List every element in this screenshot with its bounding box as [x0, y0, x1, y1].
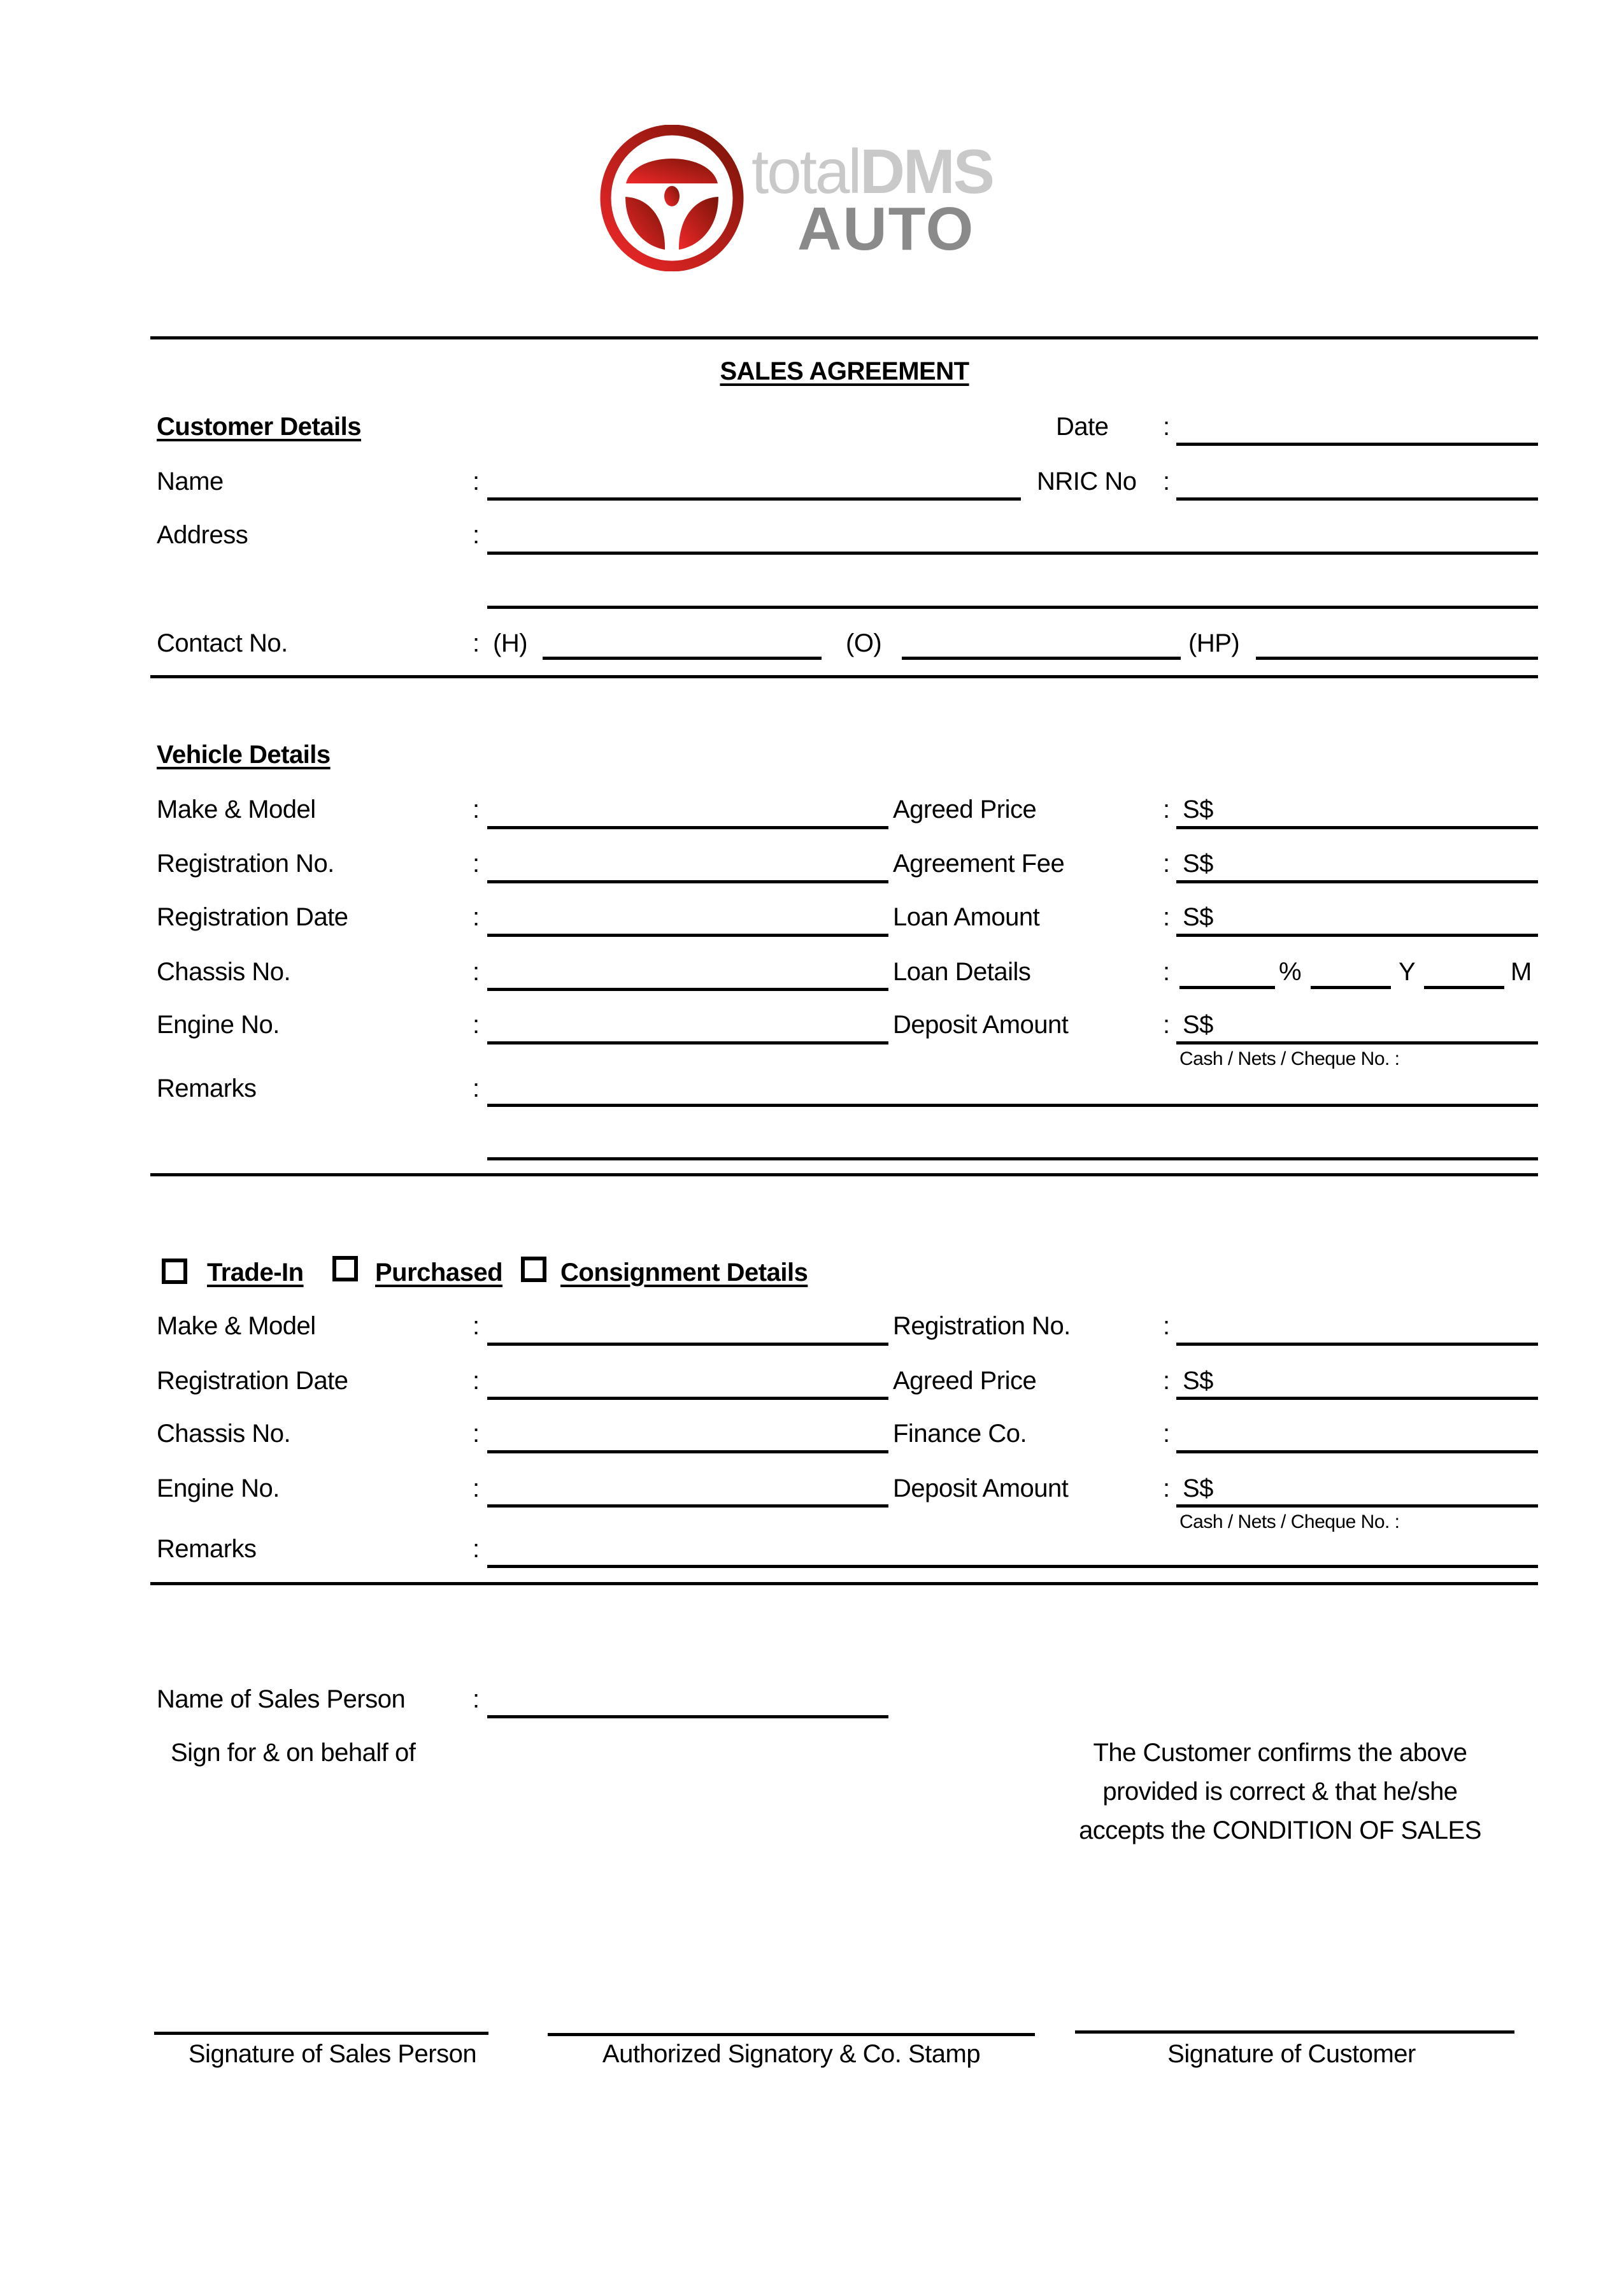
loan-details-label: Loan Details [893, 958, 1031, 986]
contact-office-field[interactable] [902, 657, 1181, 660]
sales-person-field[interactable] [487, 1715, 888, 1718]
colon: : [1163, 1011, 1170, 1039]
deposit-amount-label: Deposit Amount [893, 1011, 1069, 1039]
colon: : [473, 958, 480, 986]
sales-person-label: Name of Sales Person [157, 1685, 406, 1713]
colon: : [1163, 795, 1170, 824]
vehicle-chassis-no-label: Chassis No. [157, 958, 291, 986]
colon: : [473, 1420, 480, 1448]
colon: : [1163, 1420, 1170, 1448]
section-divider [150, 675, 1538, 678]
contact-home-label: (H) [493, 629, 528, 657]
tradein-chassis-no-label: Chassis No. [157, 1420, 291, 1448]
vehicle-engine-no-label: Engine No. [157, 1011, 280, 1039]
consignment-option-label: Consignment Details [560, 1259, 808, 1287]
address-colon: : [473, 521, 480, 549]
vehicle-registration-no-label: Registration No. [157, 850, 334, 878]
authorized-signatory-label: Authorized Signatory & Co. Stamp [602, 2040, 981, 2068]
vehicle-registration-no-field[interactable] [487, 880, 888, 883]
loan-amount-label: Loan Amount [893, 903, 1040, 931]
vehicle-registration-date-label: Registration Date [157, 903, 348, 931]
tradein-registration-date-field[interactable] [487, 1397, 888, 1400]
contact-label: Contact No. [157, 629, 288, 657]
tradein-deposit-amount-field[interactable] [1176, 1504, 1538, 1508]
tradein-engine-no-field[interactable] [487, 1504, 888, 1508]
address-label: Address [157, 521, 248, 549]
address-field-line1[interactable] [487, 552, 1538, 555]
vehicle-remarks-label: Remarks [157, 1074, 257, 1102]
loan-months-label: M [1511, 958, 1532, 986]
tradein-agreed-price-field[interactable] [1176, 1397, 1538, 1400]
payment-method-note: Cash / Nets / Cheque No. : [1179, 1511, 1400, 1532]
contact-home-field[interactable] [543, 657, 822, 660]
nric-field[interactable] [1176, 497, 1538, 501]
agreed-price-field[interactable] [1176, 826, 1538, 829]
logo-word-auto: AUTO [797, 195, 975, 263]
colon: : [473, 1535, 480, 1563]
tradein-remarks-field[interactable] [487, 1565, 1538, 1568]
currency-prefix: S$ [1183, 1367, 1213, 1395]
tradein-chassis-no-field[interactable] [487, 1450, 888, 1453]
tradein-registration-no-label: Registration No. [893, 1312, 1071, 1340]
logo-wordmark [751, 136, 994, 206]
contact-office-label: (O) [846, 629, 882, 657]
colon: : [473, 1685, 480, 1713]
vehicle-make-model-label: Make & Model [157, 795, 316, 824]
sales-person-signature-line[interactable] [154, 2032, 488, 2035]
loan-amount-field[interactable] [1176, 934, 1538, 937]
header-rule [150, 336, 1538, 339]
tradein-option-label: Trade-In [207, 1259, 304, 1287]
vehicle-make-model-field[interactable] [487, 826, 888, 829]
finance-co-field[interactable] [1176, 1450, 1538, 1453]
vehicle-engine-no-field[interactable] [487, 1041, 888, 1045]
tradein-registration-no-field[interactable] [1176, 1343, 1538, 1346]
currency-prefix: S$ [1183, 795, 1213, 824]
tradein-checkbox[interactable] [162, 1259, 187, 1284]
section-divider [150, 1582, 1538, 1585]
authorized-signatory-line[interactable] [548, 2033, 1035, 2036]
section-divider [150, 1173, 1538, 1176]
tradein-agreed-price-label: Agreed Price [893, 1367, 1037, 1395]
company-logo [599, 125, 1019, 278]
nric-label: NRIC No [1037, 467, 1137, 496]
currency-prefix: S$ [1183, 1474, 1213, 1502]
vehicle-remarks-field-line2[interactable] [487, 1157, 1538, 1160]
deposit-amount-field[interactable] [1176, 1041, 1538, 1045]
page-title: SALES AGREEMENT [720, 357, 969, 385]
customer-confirmation-line: accepts the CONDITION OF SALES [1079, 1816, 1481, 1844]
currency-prefix: S$ [1183, 903, 1213, 931]
colon: : [473, 903, 480, 931]
consignment-checkbox[interactable] [521, 1257, 546, 1282]
tradein-make-model-label: Make & Model [157, 1312, 316, 1340]
steering-wheel-icon [599, 125, 745, 271]
colon: : [473, 850, 480, 878]
vehicle-remarks-field-line1[interactable] [487, 1104, 1538, 1107]
finance-co-label: Finance Co. [893, 1420, 1027, 1448]
customer-confirmation-line: provided is correct & that he/she [1102, 1778, 1458, 1806]
nric-colon: : [1163, 467, 1170, 496]
tradein-remarks-label: Remarks [157, 1535, 257, 1563]
date-colon: : [1163, 413, 1170, 441]
customer-confirmation-line: The Customer confirms the above [1093, 1739, 1467, 1767]
currency-prefix: S$ [1183, 850, 1213, 878]
loan-months-field[interactable] [1424, 986, 1504, 989]
colon: : [1163, 850, 1170, 878]
date-label: Date [1056, 413, 1109, 441]
loan-years-field[interactable] [1311, 986, 1391, 989]
name-label: Name [157, 467, 224, 496]
colon: : [1163, 1474, 1170, 1502]
date-field[interactable] [1176, 443, 1538, 446]
colon: : [473, 1312, 480, 1340]
currency-prefix: S$ [1183, 1011, 1213, 1039]
loan-percent-label: % [1279, 958, 1302, 986]
name-field[interactable] [487, 497, 1021, 501]
address-field-line2[interactable] [487, 606, 1538, 609]
sign-for-label: Sign for & on behalf of [171, 1739, 416, 1767]
loan-years-label: Y [1399, 958, 1416, 986]
payment-method-note: Cash / Nets / Cheque No. : [1179, 1048, 1400, 1069]
agreement-fee-label: Agreement Fee [893, 850, 1065, 878]
colon: : [1163, 903, 1170, 931]
tradein-make-model-field[interactable] [487, 1343, 888, 1346]
customer-signature-label: Signature of Customer [1167, 2040, 1416, 2068]
loan-interest-field[interactable] [1179, 986, 1275, 989]
sales-person-signature-label: Signature of Sales Person [188, 2040, 477, 2068]
purchased-option-label: Purchased [375, 1259, 503, 1287]
vehicle-details-heading: Vehicle Details [157, 741, 331, 769]
customer-details-heading: Customer Details [157, 413, 361, 441]
colon: : [1163, 1367, 1170, 1395]
name-colon: : [473, 467, 480, 496]
tradein-registration-date-label: Registration Date [157, 1367, 348, 1395]
agreed-price-label: Agreed Price [893, 795, 1037, 824]
colon: : [473, 1367, 480, 1395]
contact-mobile-label: (HP) [1188, 629, 1240, 657]
vehicle-registration-date-field[interactable] [487, 934, 888, 937]
tradein-deposit-amount-label: Deposit Amount [893, 1474, 1069, 1502]
logo-word-dms: DMS [860, 136, 994, 206]
agreement-fee-field[interactable] [1176, 880, 1538, 883]
purchased-checkbox[interactable] [332, 1256, 358, 1281]
contact-mobile-field[interactable] [1256, 657, 1538, 660]
colon: : [473, 1474, 480, 1502]
customer-signature-line[interactable] [1075, 2030, 1514, 2034]
colon: : [473, 1074, 480, 1102]
colon: : [1163, 1312, 1170, 1340]
colon: : [473, 1011, 480, 1039]
colon: : [1163, 958, 1170, 986]
logo-word-total: total [751, 136, 860, 206]
colon: : [473, 795, 480, 824]
vehicle-chassis-no-field[interactable] [487, 988, 888, 991]
contact-colon: : [473, 629, 480, 657]
tradein-engine-no-label: Engine No. [157, 1474, 280, 1502]
